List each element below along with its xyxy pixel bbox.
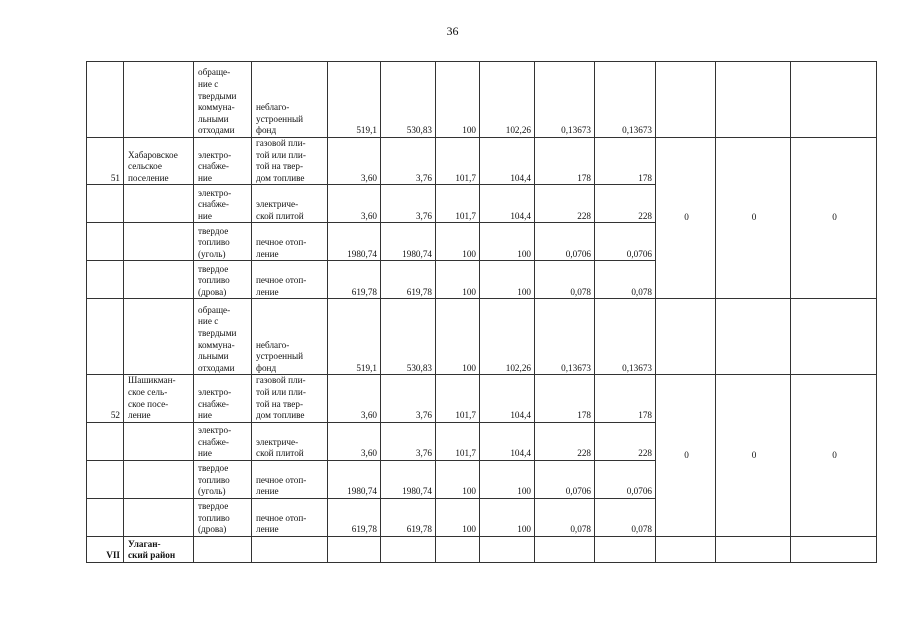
value-3 [436, 536, 480, 562]
resource-name [194, 536, 252, 562]
settlement-name [124, 422, 194, 460]
value-5: 228 [535, 422, 595, 460]
row-number [87, 460, 124, 498]
empty-cell [791, 62, 877, 138]
value-2: 1980,74 [381, 223, 436, 261]
value-1 [328, 536, 381, 562]
empty-cell [716, 62, 791, 138]
row-number [87, 422, 124, 460]
row-number [87, 62, 124, 138]
value-3: 100 [436, 62, 480, 138]
tariff-table [86, 61, 877, 563]
value-2: 3,76 [381, 138, 436, 185]
value-4: 100 [480, 261, 535, 299]
housing-type: печное отоп- ление [252, 223, 328, 261]
value-6: 0,0706 [595, 460, 656, 498]
value-6: 0,078 [595, 498, 656, 536]
housing-type: печное отоп- ление [252, 460, 328, 498]
value-1: 619,78 [328, 261, 381, 299]
value-5: 178 [535, 138, 595, 185]
settlement-name [124, 261, 194, 299]
value-3: 101,7 [436, 185, 480, 223]
resource-name: электро- снабже- ние [194, 138, 252, 185]
value-3: 100 [436, 498, 480, 536]
empty-cell [716, 536, 791, 562]
value-6: 228 [595, 185, 656, 223]
value-6 [595, 536, 656, 562]
value-6: 0,0706 [595, 223, 656, 261]
value-3: 101,7 [436, 138, 480, 185]
value-1: 519,1 [328, 62, 381, 138]
resource-name: твердое топливо (уголь) [194, 223, 252, 261]
resource-name: электро- снабже- ние [194, 422, 252, 460]
housing-type: газовой пли- той или пли- той на твер- дом топливе [252, 138, 328, 185]
value-4: 104,4 [480, 422, 535, 460]
value-2: 3,76 [381, 185, 436, 223]
table-row [87, 138, 877, 185]
value-6: 0,13673 [595, 299, 656, 375]
value-3: 101,7 [436, 422, 480, 460]
value-1: 1980,74 [328, 460, 381, 498]
value-6: 178 [595, 375, 656, 422]
page-number: 36 [446, 24, 459, 38]
value-1: 519,1 [328, 299, 381, 375]
settlement-name [124, 185, 194, 223]
settlement-name [124, 62, 194, 138]
value-5: 0,0706 [535, 460, 595, 498]
value-2: 3,76 [381, 422, 436, 460]
housing-type: электриче- ской плитой [252, 185, 328, 223]
value-4: 100 [480, 460, 535, 498]
value-2: 530,83 [381, 299, 436, 375]
empty-cell [656, 536, 716, 562]
value-2: 3,76 [381, 375, 436, 422]
value-3: 100 [436, 299, 480, 375]
resource-name: обраще- ние с твердыми коммуна- льными отходами [194, 62, 252, 138]
row-number [87, 261, 124, 299]
empty-cell [716, 299, 791, 375]
district-name: Улаган- ский район [124, 536, 194, 562]
value-1: 619,78 [328, 498, 381, 536]
value-5: 0,078 [535, 498, 595, 536]
housing-type: электриче- ской плитой [252, 422, 328, 460]
housing-type [252, 536, 328, 562]
settlement-name [124, 299, 194, 375]
value-1: 3,60 [328, 375, 381, 422]
value-2 [381, 536, 436, 562]
value-4: 100 [480, 498, 535, 536]
table-row [87, 375, 877, 422]
table-row [87, 536, 877, 562]
resource-name: твердое топливо (дрова) [194, 498, 252, 536]
resource-name: твердое топливо (уголь) [194, 460, 252, 498]
settlement-name [124, 223, 194, 261]
settlement-name [124, 498, 194, 536]
value-6: 0,13673 [595, 62, 656, 138]
value-2: 530,83 [381, 62, 436, 138]
value-3: 100 [436, 261, 480, 299]
settlement-name [124, 460, 194, 498]
value-5: 178 [535, 375, 595, 422]
value-3: 100 [436, 460, 480, 498]
value-2: 1980,74 [381, 460, 436, 498]
value-5: 0,0706 [535, 223, 595, 261]
value-6: 178 [595, 138, 656, 185]
housing-type: печное отоп- ление [252, 498, 328, 536]
row-number: 51 [87, 138, 124, 185]
table-row [87, 62, 877, 138]
section-number: VII [87, 536, 124, 562]
housing-type: печное отоп- ление [252, 261, 328, 299]
group-52-change-2: 0 [716, 375, 791, 536]
empty-cell [656, 299, 716, 375]
value-4: 104,4 [480, 375, 535, 422]
value-4: 100 [480, 223, 535, 261]
value-3: 100 [436, 223, 480, 261]
value-1: 1980,74 [328, 223, 381, 261]
group-51-change-1: 0 [656, 138, 716, 299]
row-number [87, 185, 124, 223]
row-number [87, 498, 124, 536]
value-2: 619,78 [381, 498, 436, 536]
housing-type: газовой пли- той или пли- той на твер- дом топливе [252, 375, 328, 422]
row-number [87, 299, 124, 375]
resource-name: твердое топливо (дрова) [194, 261, 252, 299]
value-6: 0,078 [595, 261, 656, 299]
value-3: 101,7 [436, 375, 480, 422]
value-4: 102,26 [480, 62, 535, 138]
resource-name: обраще- ние с твердыми коммуна- льными отходами [194, 299, 252, 375]
group-51-change-2: 0 [716, 138, 791, 299]
value-5: 0,13673 [535, 62, 595, 138]
value-4: 104,4 [480, 185, 535, 223]
resource-name: электро- снабже- ние [194, 185, 252, 223]
empty-cell [791, 536, 877, 562]
group-52-change-3: 0 [791, 375, 877, 536]
settlement-name: Хабаровское сельское поселение [124, 138, 194, 185]
value-4: 104,4 [480, 138, 535, 185]
value-2: 619,78 [381, 261, 436, 299]
value-6: 228 [595, 422, 656, 460]
value-1: 3,60 [328, 138, 381, 185]
table-row [87, 299, 877, 375]
empty-cell [656, 62, 716, 138]
value-4: 102,26 [480, 299, 535, 375]
value-4 [480, 536, 535, 562]
housing-type: неблаго- устроенный фонд [252, 62, 328, 138]
value-1: 3,60 [328, 422, 381, 460]
settlement-name: Шашикман- ское сель- ское посе- ление [124, 375, 194, 422]
group-51-change-3: 0 [791, 138, 877, 299]
value-5: 228 [535, 185, 595, 223]
value-5 [535, 536, 595, 562]
value-1: 3,60 [328, 185, 381, 223]
row-number: 52 [87, 375, 124, 422]
resource-name: электро- снабже- ние [194, 375, 252, 422]
row-number [87, 223, 124, 261]
group-52-change-1: 0 [656, 375, 716, 536]
value-5: 0,13673 [535, 299, 595, 375]
value-5: 0,078 [535, 261, 595, 299]
housing-type: неблаго- устроенный фонд [252, 299, 328, 375]
empty-cell [791, 299, 877, 375]
